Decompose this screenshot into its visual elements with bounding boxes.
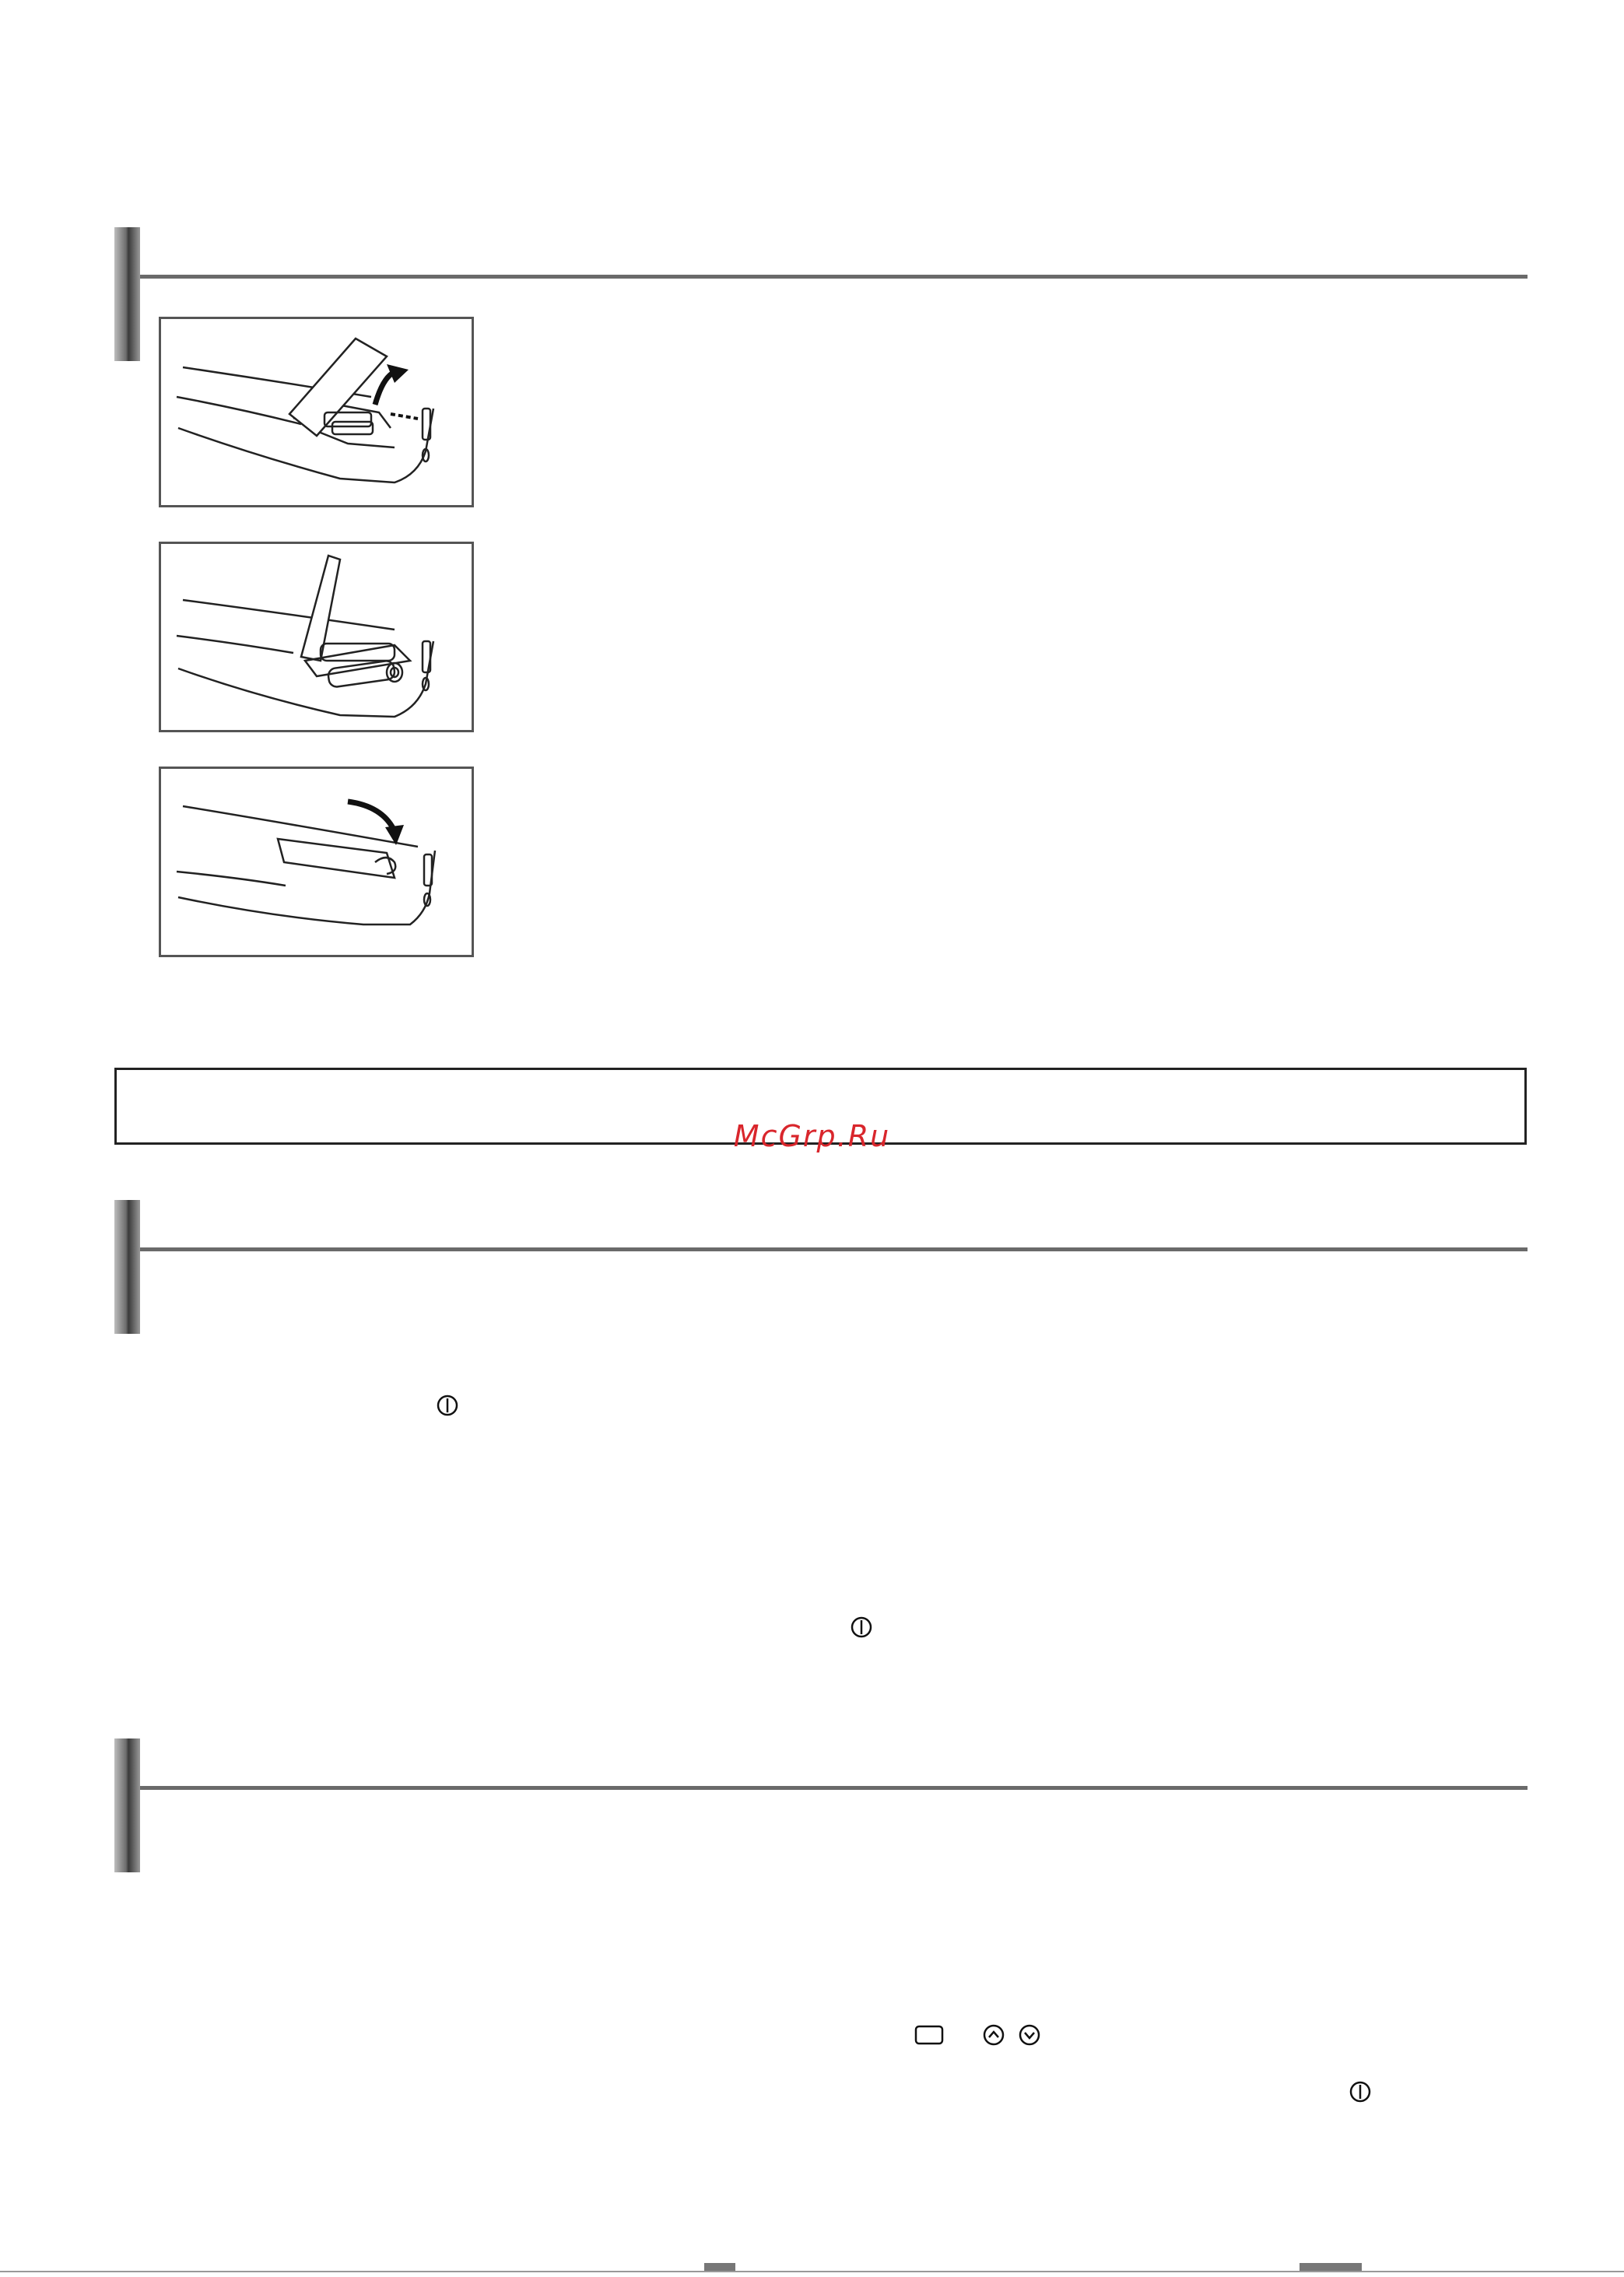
remote-cover-open-icon bbox=[161, 319, 476, 510]
figure-remote-cover-close bbox=[159, 767, 474, 957]
power-icon bbox=[1349, 2080, 1372, 2103]
figure-remote-insert-batteries bbox=[159, 542, 474, 732]
remote-batteries-icon bbox=[161, 544, 476, 735]
footer-mark bbox=[704, 2263, 735, 2271]
channel-down-icon bbox=[1018, 2023, 1041, 2047]
remote-cover-close-icon bbox=[161, 769, 476, 960]
section-rule-2 bbox=[140, 1247, 1528, 1251]
footer-mark bbox=[1300, 2263, 1362, 2271]
section-marker-1 bbox=[114, 227, 140, 361]
power-icon bbox=[436, 1394, 459, 1417]
source-icon bbox=[914, 2023, 945, 2047]
section-marker-2 bbox=[114, 1200, 140, 1334]
watermark: McGrp.Ru bbox=[733, 1119, 891, 1153]
section-marker-3 bbox=[114, 1738, 140, 1872]
figure-remote-cover-open bbox=[159, 317, 474, 507]
channel-up-icon bbox=[982, 2023, 1005, 2047]
section-rule-3 bbox=[140, 1786, 1528, 1790]
footer-rule bbox=[0, 2271, 1624, 2272]
power-icon bbox=[850, 1616, 873, 1639]
section-rule-1 bbox=[140, 275, 1528, 279]
